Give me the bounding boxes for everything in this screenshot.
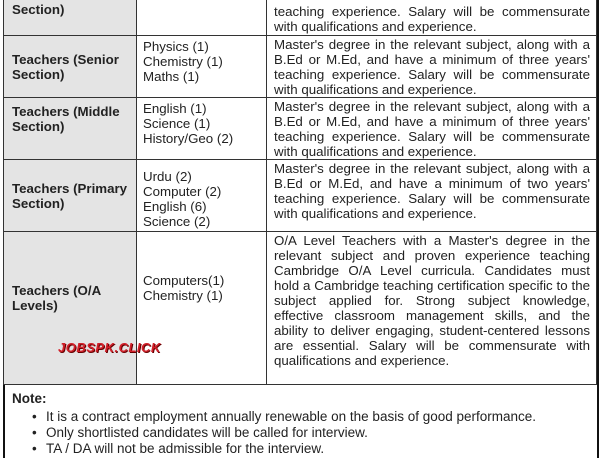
subject-item: Chemistry (1) [143, 54, 223, 69]
note-section [12, 391, 536, 457]
position-cell: Teachers (O/A Levels) [4, 232, 137, 385]
note-text: Only shortlisted candidates will be called for interview. [46, 425, 368, 440]
note-item [34, 409, 536, 425]
bullet-icon: • [32, 441, 37, 456]
subject-item: Maths (1) [143, 69, 200, 84]
vacancies-table [3, 0, 597, 385]
table-row [4, 0, 597, 36]
subjects-cell [137, 98, 267, 160]
requirements-cell: Master's degree in the relevant subject, along with a B.Ed or M.Ed, and have a minimum of three years' teaching experience. Salary will be commensurate with qualifications and experience. [267, 98, 597, 160]
table-row [4, 36, 597, 98]
watermark: JOBSPK.CLICK [58, 340, 161, 355]
table-row [4, 160, 597, 232]
requirements-cell: Master's degree in the relevant subject, along with a B.Ed or M.Ed, and have a minimum of two years' teaching experience. Salary will be commensurate with qualifications and experience. [267, 160, 597, 232]
position-cell: Teachers (Senior Section) [4, 36, 137, 98]
subject-item: Science (1) [143, 116, 211, 131]
subject-item: Physics (1) [143, 39, 209, 54]
subject-item: Chemistry (1) [143, 288, 223, 303]
note-title: Note: [12, 391, 47, 406]
subjects-cell [137, 36, 267, 98]
position-cell: Teachers (Primary Section) [4, 160, 137, 232]
note-text: It is a contract employment annually renewable on the basis of good performance. [46, 409, 537, 424]
bullet-icon: • [32, 409, 37, 424]
table-row [4, 98, 597, 160]
subjects-cell [137, 232, 267, 385]
note-text: TA / DA will not be admissible for the interview. [46, 441, 325, 456]
bullet-icon: • [32, 425, 37, 440]
requirements-cell: teaching experience. Salary will be commensurate with qualifications and experience. [267, 0, 597, 36]
subject-item: Computer (2) [143, 184, 222, 199]
requirements-cell: Master's degree in the relevant subject, along with a B.Ed or M.Ed, and have a minimum of three years' teaching experience. Salary will be commensurate with qualifications and experience. [267, 36, 597, 98]
subjects-cell [137, 0, 267, 36]
subject-item: Science (2) [143, 214, 211, 229]
subject-item: English (1) [143, 101, 207, 116]
table-row [4, 232, 597, 385]
subject-item: Urdu (2) [143, 169, 192, 184]
position-cell: Section) [4, 0, 137, 36]
position-cell: Teachers (Middle Section) [4, 98, 137, 160]
subject-item: Computers(1) [143, 273, 225, 288]
subject-item: History/Geo (2) [143, 131, 234, 146]
note-item [34, 425, 536, 441]
note-item [34, 441, 536, 457]
subject-item: English (6) [143, 199, 207, 214]
requirements-cell: O/A Level Teachers with a Master's degree in the relevant subject and proven experience teaching Cambridge O/A Level curricula. Candidates must hold a Cambridge teaching certification specific to the subject applied for. Strong subject knowledge, effective classroom management skills, and the ability to deliver engaging, student-centered lessons are essential. Salary will be commensurate with qualifications and experience. [267, 232, 597, 385]
subjects-cell [137, 160, 267, 232]
